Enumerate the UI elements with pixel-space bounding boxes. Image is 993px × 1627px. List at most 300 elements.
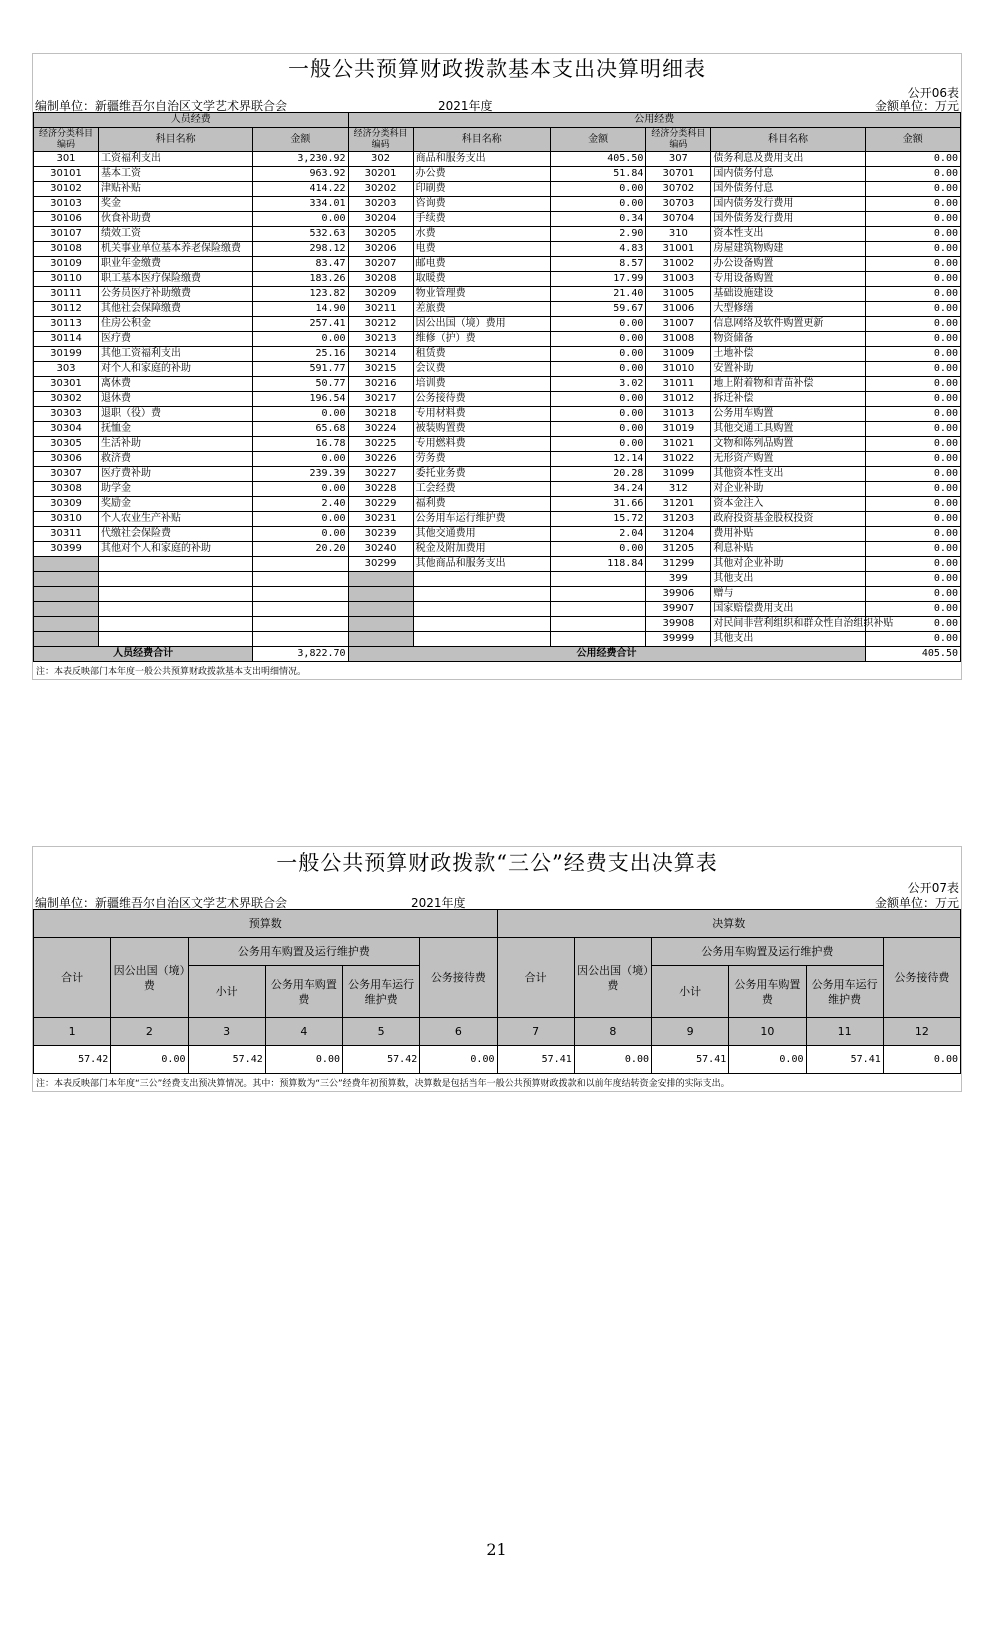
econ-code-cell: 303 [34,362,99,377]
econ-code-cell: 30113 [34,317,99,332]
amount-cell: 0.00 [865,587,960,602]
amount-cell: 405.50 [550,152,645,167]
table6-year: 2021年度 [438,99,493,113]
item-name-cell: 绩效工资 [99,227,253,242]
item-name-cell: 咨询费 [413,197,550,212]
item-name-cell: 退职（役）费 [99,407,253,422]
table6-row [34,407,961,422]
page-number: 21 [486,1540,507,1559]
amount-cell: 0.00 [253,407,348,422]
name-column-header: 科目名称 [99,128,253,152]
amount-cell: 0.00 [253,482,348,497]
column-number-cell: 10 [729,1018,806,1046]
econ-code-cell: 312 [646,482,711,497]
value-cell: 0.00 [265,1046,342,1074]
econ-code-cell: 31002 [646,257,711,272]
column-number-cell: 5 [343,1018,420,1046]
budget-operation-header: 公务用车运行维护费 [343,966,420,1018]
item-name-cell: 机关事业单位基本养老保险缴费 [99,242,253,257]
empty-cell [348,632,413,647]
column-number-cell: 3 [188,1018,265,1046]
econ-code-cell: 30304 [34,422,99,437]
column-number-cell: 9 [652,1018,729,1046]
item-name-cell: 退休费 [99,392,253,407]
econ-code-cell: 30216 [348,377,413,392]
amount-cell: 21.40 [550,287,645,302]
econ-code-cell: 30204 [348,212,413,227]
amount-cell: 0.00 [253,452,348,467]
amount-cell: 0.00 [865,392,960,407]
table6-meta [33,84,961,112]
item-name-cell: 政府投资基金股权投资 [711,512,865,527]
final-header: 决算数 [497,910,961,938]
amount-column-header: 金额 [865,128,960,152]
table6-row [34,332,961,347]
empty-cell [348,602,413,617]
code-column-header: 经济分类科目编码 [348,128,413,152]
column-number-cell: 2 [111,1018,188,1046]
value-cell: 57.41 [497,1046,574,1074]
table6-row [34,242,961,257]
econ-code-cell: 30208 [348,272,413,287]
econ-code-cell: 30224 [348,422,413,437]
econ-code-cell: 31201 [646,497,711,512]
table6-row [34,197,961,212]
item-name-cell: 物资储备 [711,332,865,347]
econ-code-cell: 30201 [348,167,413,182]
amount-cell: 0.00 [865,242,960,257]
empty-cell [550,632,645,647]
item-name-cell: 基本工资 [99,167,253,182]
amount-cell: 0.00 [865,422,960,437]
amount-cell: 0.00 [865,542,960,557]
item-name-cell: 维修（护）费 [413,332,550,347]
amount-cell: 0.00 [865,572,960,587]
item-name-cell: 资本金注入 [711,497,865,512]
column-number-cell: 4 [265,1018,342,1046]
item-name-cell: 其他交通费用 [413,527,550,542]
econ-code-cell: 30702 [646,182,711,197]
item-name-cell: 对企业补助 [711,482,865,497]
item-name-cell: 医疗费 [99,332,253,347]
econ-code-cell: 30305 [34,437,99,452]
empty-cell [253,557,348,572]
amount-cell: 0.34 [550,212,645,227]
item-name-cell: 水费 [413,227,550,242]
econ-code-cell: 30112 [34,302,99,317]
table6-row [34,437,961,452]
amount-cell: 16.78 [253,437,348,452]
amount-cell: 59.67 [550,302,645,317]
econ-code-cell: 30212 [348,317,413,332]
item-name-cell: 其他支出 [711,632,865,647]
item-name-cell: 住房公积金 [99,317,253,332]
item-name-cell: 赠与 [711,587,865,602]
empty-cell [413,632,550,647]
table6-row [34,467,961,482]
econ-code-cell: 30102 [34,182,99,197]
item-name-cell: 办公费 [413,167,550,182]
amount-cell: 0.00 [865,377,960,392]
econ-code-cell: 30202 [348,182,413,197]
item-name-cell: 土地补偿 [711,347,865,362]
table6-row [34,317,961,332]
amount-cell: 0.00 [253,512,348,527]
empty-cell [253,617,348,632]
item-name-cell: 无形资产购置 [711,452,865,467]
table6-row [34,527,961,542]
value-cell: 0.00 [420,1046,497,1074]
final-purchase-header: 公务用车购置费 [729,966,806,1018]
item-name-cell: 对民间非营利组织和群众性自治组织补贴 [711,617,865,632]
amount-cell: 0.00 [865,317,960,332]
item-name-cell: 邮电费 [413,257,550,272]
econ-code-cell: 31011 [646,377,711,392]
amount-cell: 0.00 [865,287,960,302]
value-cell: 0.00 [883,1046,960,1074]
econ-code-cell: 31021 [646,437,711,452]
econ-code-cell: 39908 [646,617,711,632]
table7-meta [33,879,961,909]
amount-cell: 0.00 [865,632,960,647]
table6-row [34,422,961,437]
table6-row [34,182,961,197]
table7-year: 2021年度 [411,896,466,910]
item-name-cell: 离休费 [99,377,253,392]
budget-total-header: 合计 [34,938,111,1018]
table6-row [34,257,961,272]
econ-code-cell: 30114 [34,332,99,347]
table6-note: 注：本表反映部门本年度一般公共预算财政拨款基本支出明细情况。 [36,667,307,677]
econ-code-cell: 31012 [646,392,711,407]
empty-cell [34,617,99,632]
econ-code-cell: 30214 [348,347,413,362]
value-cell: 0.00 [729,1046,806,1074]
amount-cell: 0.00 [865,332,960,347]
amount-cell: 2.40 [253,497,348,512]
item-name-cell: 公务接待费 [413,392,550,407]
table6-form-no: 公开06表 [907,86,959,100]
econ-code-cell: 30226 [348,452,413,467]
econ-code-cell: 302 [348,152,413,167]
final-subtotal-header: 小计 [652,966,729,1018]
econ-code-cell: 30106 [34,212,99,227]
amount-cell: 4.83 [550,242,645,257]
table7-unit: 编制单位：新疆维吾尔自治区文学艺术界联合会 [35,896,288,910]
amount-cell: 31.66 [550,497,645,512]
empty-cell [99,632,253,647]
amount-cell: 65.68 [253,422,348,437]
econ-code-cell: 30309 [34,497,99,512]
amount-column-header: 金额 [253,128,348,152]
econ-code-cell: 310 [646,227,711,242]
amount-cell: 51.84 [550,167,645,182]
empty-cell [550,602,645,617]
table6-row [34,392,961,407]
item-name-cell: 其他资本性支出 [711,467,865,482]
item-name-cell: 基础设施建设 [711,287,865,302]
econ-code-cell: 31008 [646,332,711,347]
item-name-cell: 福利费 [413,497,550,512]
item-name-cell: 职工基本医疗保险缴费 [99,272,253,287]
amount-cell: 239.39 [253,467,348,482]
amount-cell: 14.90 [253,302,348,317]
item-name-cell: 国内债务发行费用 [711,197,865,212]
item-name-cell: 物业管理费 [413,287,550,302]
item-name-cell: 信息网络及软件购置更新 [711,317,865,332]
econ-code-cell: 31203 [646,512,711,527]
column-number-cell: 1 [34,1018,111,1046]
amount-cell: 0.00 [865,602,960,617]
econ-code-cell: 30308 [34,482,99,497]
econ-code-cell: 30111 [34,287,99,302]
value-row [34,1046,961,1074]
final-operation-header: 公务用车运行维护费 [806,966,883,1018]
item-name-cell: 公务用车运行维护费 [413,512,550,527]
amount-cell: 12.14 [550,452,645,467]
econ-code-cell: 30240 [348,542,413,557]
column-number-cell: 6 [420,1018,497,1046]
table6-row [34,632,961,647]
econ-code-cell: 30303 [34,407,99,422]
econ-code-cell: 30701 [646,167,711,182]
item-name-cell: 其他工资福利支出 [99,347,253,362]
value-cell: 57.41 [806,1046,883,1074]
code-column-header: 经济分类科目编码 [34,128,99,152]
econ-code-cell: 30225 [348,437,413,452]
econ-code-cell: 301 [34,152,99,167]
column-number-cell: 11 [806,1018,883,1046]
table6-row [34,287,961,302]
item-name-cell: 被装购置费 [413,422,550,437]
amount-cell: 591.77 [253,362,348,377]
amount-cell: 0.00 [865,527,960,542]
amount-cell: 20.28 [550,467,645,482]
item-name-cell: 国内债务付息 [711,167,865,182]
item-name-cell: 职业年金缴费 [99,257,253,272]
table6-row [34,377,961,392]
item-name-cell: 公务用车购置 [711,407,865,422]
econ-code-cell: 31022 [646,452,711,467]
amount-cell: 0.00 [550,317,645,332]
amount-cell: 0.00 [865,437,960,452]
econ-code-cell: 30227 [348,467,413,482]
econ-code-cell: 39906 [646,587,711,602]
amount-cell: 0.00 [253,332,348,347]
empty-cell [99,617,253,632]
item-name-cell: 费用补贴 [711,527,865,542]
amount-cell: 20.20 [253,542,348,557]
item-name-cell: 专用材料费 [413,407,550,422]
empty-cell [253,632,348,647]
amount-cell: 17.99 [550,272,645,287]
table6-unit: 编制单位：新疆维吾尔自治区文学艺术界联合会 [35,99,288,113]
final-vehicle-header: 公务用车购置及运行维护费 [652,938,884,966]
column-number-cell: 8 [574,1018,651,1046]
econ-code-cell: 30239 [348,527,413,542]
amount-cell: 0.00 [550,407,645,422]
econ-code-cell: 30209 [348,287,413,302]
amount-cell: 196.54 [253,392,348,407]
amount-cell: 0.00 [865,557,960,572]
econ-code-cell: 30704 [646,212,711,227]
item-name-cell: 对个人和家庭的补助 [99,362,253,377]
table6 [33,112,961,662]
public-total-label: 公用经费合计 [348,647,865,662]
amount-cell: 0.00 [865,452,960,467]
econ-code-cell: 30228 [348,482,413,497]
amount-cell: 963.92 [253,167,348,182]
table6-row [34,362,961,377]
econ-code-cell: 30103 [34,197,99,212]
amount-cell: 0.00 [253,527,348,542]
item-name-cell: 利息补贴 [711,542,865,557]
econ-code-cell: 31099 [646,467,711,482]
item-name-cell: 手续费 [413,212,550,227]
item-name-cell: 劳务费 [413,452,550,467]
column-number-cell: 7 [497,1018,574,1046]
amount-cell: 0.00 [865,512,960,527]
amount-cell: 123.82 [253,287,348,302]
value-cell: 57.42 [188,1046,265,1074]
econ-code-cell: 30107 [34,227,99,242]
item-name-cell: 资本性支出 [711,227,865,242]
econ-code-cell: 30302 [34,392,99,407]
empty-cell [413,572,550,587]
item-name-cell: 救济费 [99,452,253,467]
item-name-cell: 培训费 [413,377,550,392]
item-name-cell: 其他对个人和家庭的补助 [99,542,253,557]
item-name-cell: 个人农业生产补贴 [99,512,253,527]
amount-cell: 0.00 [550,392,645,407]
name-column-header: 科目名称 [413,128,550,152]
empty-cell [550,587,645,602]
item-name-cell: 商品和服务支出 [413,152,550,167]
table6-row [34,152,961,167]
amount-cell: 0.00 [865,197,960,212]
item-name-cell: 奖金 [99,197,253,212]
item-name-cell: 安置补助 [711,362,865,377]
amount-cell: 0.00 [865,257,960,272]
econ-code-cell: 31006 [646,302,711,317]
amount-cell: 334.01 [253,197,348,212]
item-name-cell: 公务员医疗补助缴费 [99,287,253,302]
item-name-cell: 奖励金 [99,497,253,512]
value-cell: 0.00 [574,1046,651,1074]
item-name-cell: 工会经费 [413,482,550,497]
budget-vehicle-header: 公务用车购置及运行维护费 [188,938,420,966]
table6-column-header-row [34,128,961,152]
amount-cell: 0.00 [865,407,960,422]
econ-code-cell: 30299 [348,557,413,572]
econ-code-cell: 31299 [646,557,711,572]
item-name-cell: 大型修缮 [711,302,865,317]
empty-cell [253,602,348,617]
econ-code-cell: 30109 [34,257,99,272]
amount-cell: 2.04 [550,527,645,542]
table7-note: 注：本表反映部门本年度“三公”经费支出预决算情况。其中：预算数为“三公”经费年初预算数，决算数是包括当年一般公共预算财政拨款和以前年度结转资金安排的实际支出。 [36,1079,730,1089]
item-name-cell: 国外债务付息 [711,182,865,197]
amount-cell: 83.47 [253,257,348,272]
item-name-cell: 地上附着物和青苗补偿 [711,377,865,392]
table6-row [34,542,961,557]
econ-code-cell: 30307 [34,467,99,482]
amount-cell: 0.00 [253,212,348,227]
econ-code-cell: 399 [646,572,711,587]
empty-cell [34,572,99,587]
item-name-cell: 税金及附加费用 [413,542,550,557]
amount-cell: 3,230.92 [253,152,348,167]
econ-code-cell: 30213 [348,332,413,347]
table6-row [34,587,961,602]
item-name-cell: 生活补助 [99,437,253,452]
econ-code-cell: 30231 [348,512,413,527]
amount-cell: 0.00 [865,152,960,167]
amount-cell: 0.00 [550,422,645,437]
table7 [33,909,961,1074]
item-name-cell: 医疗费补助 [99,467,253,482]
item-name-cell: 拆迁补偿 [711,392,865,407]
econ-code-cell: 30207 [348,257,413,272]
econ-code-cell: 30110 [34,272,99,287]
amount-cell: 0.00 [550,347,645,362]
amount-cell: 34.24 [550,482,645,497]
item-name-cell: 工资福利支出 [99,152,253,167]
item-name-cell: 抚恤金 [99,422,253,437]
econ-code-cell: 31007 [646,317,711,332]
empty-cell [34,557,99,572]
econ-code-cell: 30205 [348,227,413,242]
public-total-amount: 405.50 [865,647,960,662]
table6-row [34,227,961,242]
item-name-cell: 国外债务发行费用 [711,212,865,227]
econ-code-cell: 31003 [646,272,711,287]
table6-row [34,272,961,287]
item-name-cell: 专用燃料费 [413,437,550,452]
amount-cell: 2.90 [550,227,645,242]
amount-cell: 0.00 [865,497,960,512]
empty-cell [550,617,645,632]
final-reception-header: 公务接待费 [883,938,960,1018]
econ-code-cell: 30217 [348,392,413,407]
name-column-header: 科目名称 [711,128,865,152]
table6-row [34,557,961,572]
final-abroad-header: 因公出国（境）费 [574,938,651,1018]
table6-row [34,302,961,317]
amount-cell: 0.00 [865,302,960,317]
item-name-cell: 其他社会保障缴费 [99,302,253,317]
econ-code-cell: 30306 [34,452,99,467]
amount-cell: 0.00 [865,347,960,362]
personnel-total-amount: 3,822.70 [253,647,348,662]
budget-purchase-header: 公务用车购置费 [265,966,342,1018]
empty-cell [550,572,645,587]
item-name-cell: 其他交通工具购置 [711,422,865,437]
amount-cell: 298.12 [253,242,348,257]
table7-title: 一般公共预算财政拨款“三公”经费支出决算表 [276,851,718,875]
table6-sheet [32,53,962,680]
personnel-header: 人员经费 [34,113,349,128]
amount-cell: 183.26 [253,272,348,287]
table6-row [34,572,961,587]
item-name-cell: 助学金 [99,482,253,497]
amount-cell: 0.00 [865,212,960,227]
column-number-cell: 12 [883,1018,960,1046]
empty-cell [34,632,99,647]
budget-abroad-header: 因公出国（境）费 [111,938,188,1018]
item-name-cell: 办公设备购置 [711,257,865,272]
amount-cell: 0.00 [550,542,645,557]
